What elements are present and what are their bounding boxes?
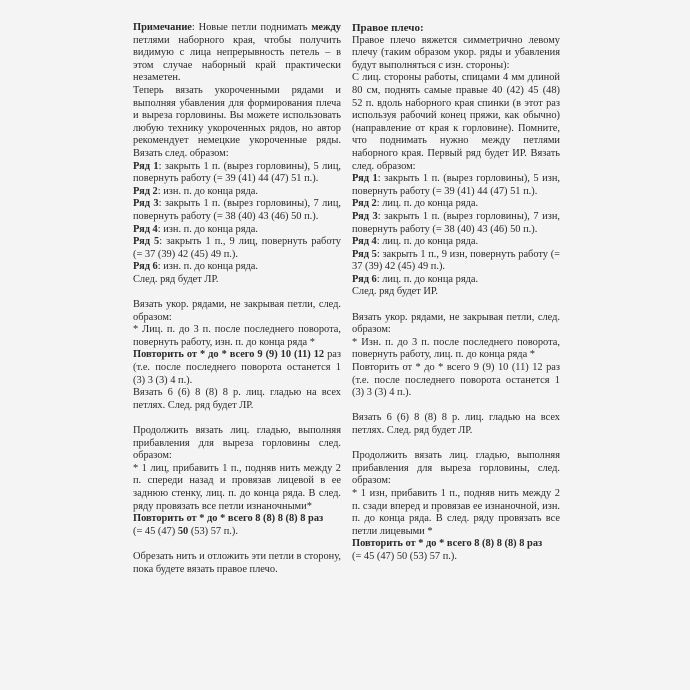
row-instruction: Ряд 2: изн. п. до конца ряда. xyxy=(133,185,259,197)
row-instruction: Ряд 4: изн. п. до конца ряда. xyxy=(133,223,259,235)
row-instruction: Ряд 4: лиц. п. до конца ряда. xyxy=(352,236,479,248)
right-rows-list xyxy=(352,173,560,286)
increase-step: * 1 лиц, прибавить 1 п., подняв нить между 2 п. спереди назад и провязав лицевой в ее заднюю стенку, лиц. п. до конца ряда. В след. ряду провязать все петли изнаночными* xyxy=(133,462,341,512)
row-instruction: Ряд 3: закрыть 1 п. (вырез горловины), 7 изн, повернуть работу (= 38 (40) 43 (46) 50 п.). xyxy=(352,210,560,235)
row-instruction: Ряд 3: закрыть 1 п. (вырез горловины), 7 лиц, повернуть работу (= 38 (40) 43 (46) 50 п.). xyxy=(133,198,342,222)
row-instruction: Ряд 6: изн. п. до конца ряда. xyxy=(133,261,259,273)
increase-total: (= 45 (47) 50 (53) 57 п.). xyxy=(133,525,238,537)
right-intro: Правое плечо вяжется симметрично левому плечу (таким образом укор. ряды и убавления будут выполняться с изн. стороны): xyxy=(352,34,560,71)
short-rows-title: Вязать укор. рядами, не закрывая петли, след. образом: xyxy=(352,311,560,336)
short-rows-step: * Изн. п. до 3 п. после последнего поворота, повернуть работу, лиц. п. до конца ряда * xyxy=(352,336,560,361)
knit-all-paragraph: Вязать 6 (6) 8 (8) 8 р. лиц. гладью на всех петлях. След. ряд будет ЛР. xyxy=(352,412,560,436)
next-row-note: След. ряд будет ИР. xyxy=(352,286,438,298)
increase-repeat: Повторить от * до * всего 8 (8) 8 (8) 8 раз xyxy=(352,538,543,550)
right-shoulder-heading: Правое плечо: xyxy=(352,22,424,34)
row-instruction: Ряд 6: лиц. п. до конца ряда. xyxy=(352,273,479,285)
increase-total: (= 45 (47) 50 (53) 57 п.). xyxy=(352,550,457,562)
row-instruction: Ряд 1: закрыть 1 п. (вырез горловины), 5 лиц, повернуть работу (= 39 (41) 44 (47) 51 п.). xyxy=(133,160,342,185)
repeat-paragraph: Повторить от * до * всего 9 (9) 10 (11) 12 раз (т.е. после последнего поворота останется 1 (3) 3 (3) 4 п.). xyxy=(352,362,560,399)
note-label: Примечание xyxy=(133,22,192,33)
left-rows-list xyxy=(133,161,341,274)
continue-paragraph: Продолжить вязать лиц. гладью, выполняя прибавления для выреза горловины, след. образом: xyxy=(352,450,560,487)
row-instruction: Ряд 5: закрыть 1 п., 9 лиц, повернуть работу (= 37 (39) 42 (45) 49 п.). xyxy=(133,236,341,260)
short-rows-title: Вязать укор. рядами, не закрывая петли, след. образом: xyxy=(133,299,341,323)
right-column xyxy=(352,22,560,564)
increase-step: * 1 изн, прибавить 1 п., подняв нить между 2 п. сзади вперед и провязав ее изнаночной, изн. п. до конца ряда. В след. ряду провязать все петли лицевыми * xyxy=(352,487,560,537)
repeat-paragraph: Повторить от * до * всего 9 (9) 10 (11) 12 раз (т.е. после последнего поворота останется 1 (3) 3 (3) 4 п.). xyxy=(133,349,342,386)
increase-repeat: Повторить от * до * всего 8 (8) 8 (8) 8 раз xyxy=(133,513,324,525)
left-column xyxy=(133,22,341,576)
note-between: между xyxy=(311,22,341,33)
next-row-note: След. ряд будет ЛР. xyxy=(133,273,219,285)
row-instruction: Ряд 1: закрыть 1 п. (вырез горловины), 5 изн, повернуть работу (= 39 (41) 44 (47) 51 п.). xyxy=(352,173,560,197)
pickup-paragraph: С лиц. стороны работы, спицами 4 мм длиной 80 см, поднять самые правые 40 (42) 45 (48) 52 п. вдоль наборного края спинки (в этот раз используя рабочий конец пряжи, как обычно) (направление от края к горловине). Помните, что поднимать нужно между петлями наборного края. Первый ряд будет ИР. Вязать след. образом: xyxy=(352,72,560,172)
short-rows-step: * Лиц. п. до 3 п. после последнего поворота, повернуть работу, изн. п. до конца ряда * xyxy=(133,324,341,348)
continue-paragraph: Продолжить вязать лиц. гладью, выполняя прибавления для выреза горловины след. образом: xyxy=(133,425,341,462)
short-rows-intro: Теперь вязать укороченными рядами и выполняя убавления для формирования плеча и выреза горловины. Вы можете использовать любую технику укороченных рядов, но автор рекомендует немецкие укороченные ряды. Вязать след. образом: xyxy=(133,84,341,159)
row-instruction: Ряд 5: закрыть 1 п., 9 изн, повернуть работу (= 37 (39) 42 (45) 49 п.). xyxy=(352,248,561,273)
knit-all-paragraph: Вязать 6 (6) 8 (8) 8 р. лиц. гладью на всех петлях. След. ряд будет ЛР. xyxy=(133,387,341,411)
note-paragraph: Примечание: Новые петли поднимать между петлями наборного края, чтобы получить видимую с лица непрерывность петель – в этом случае наборный край практически незаметен. xyxy=(133,22,341,84)
cut-yarn-paragraph: Обрезать нить и отложить эти петли в сторону, пока будете вязать правое плечо. xyxy=(133,550,341,575)
row-instruction: Ряд 2: лиц. п. до конца ряда. xyxy=(352,198,479,210)
